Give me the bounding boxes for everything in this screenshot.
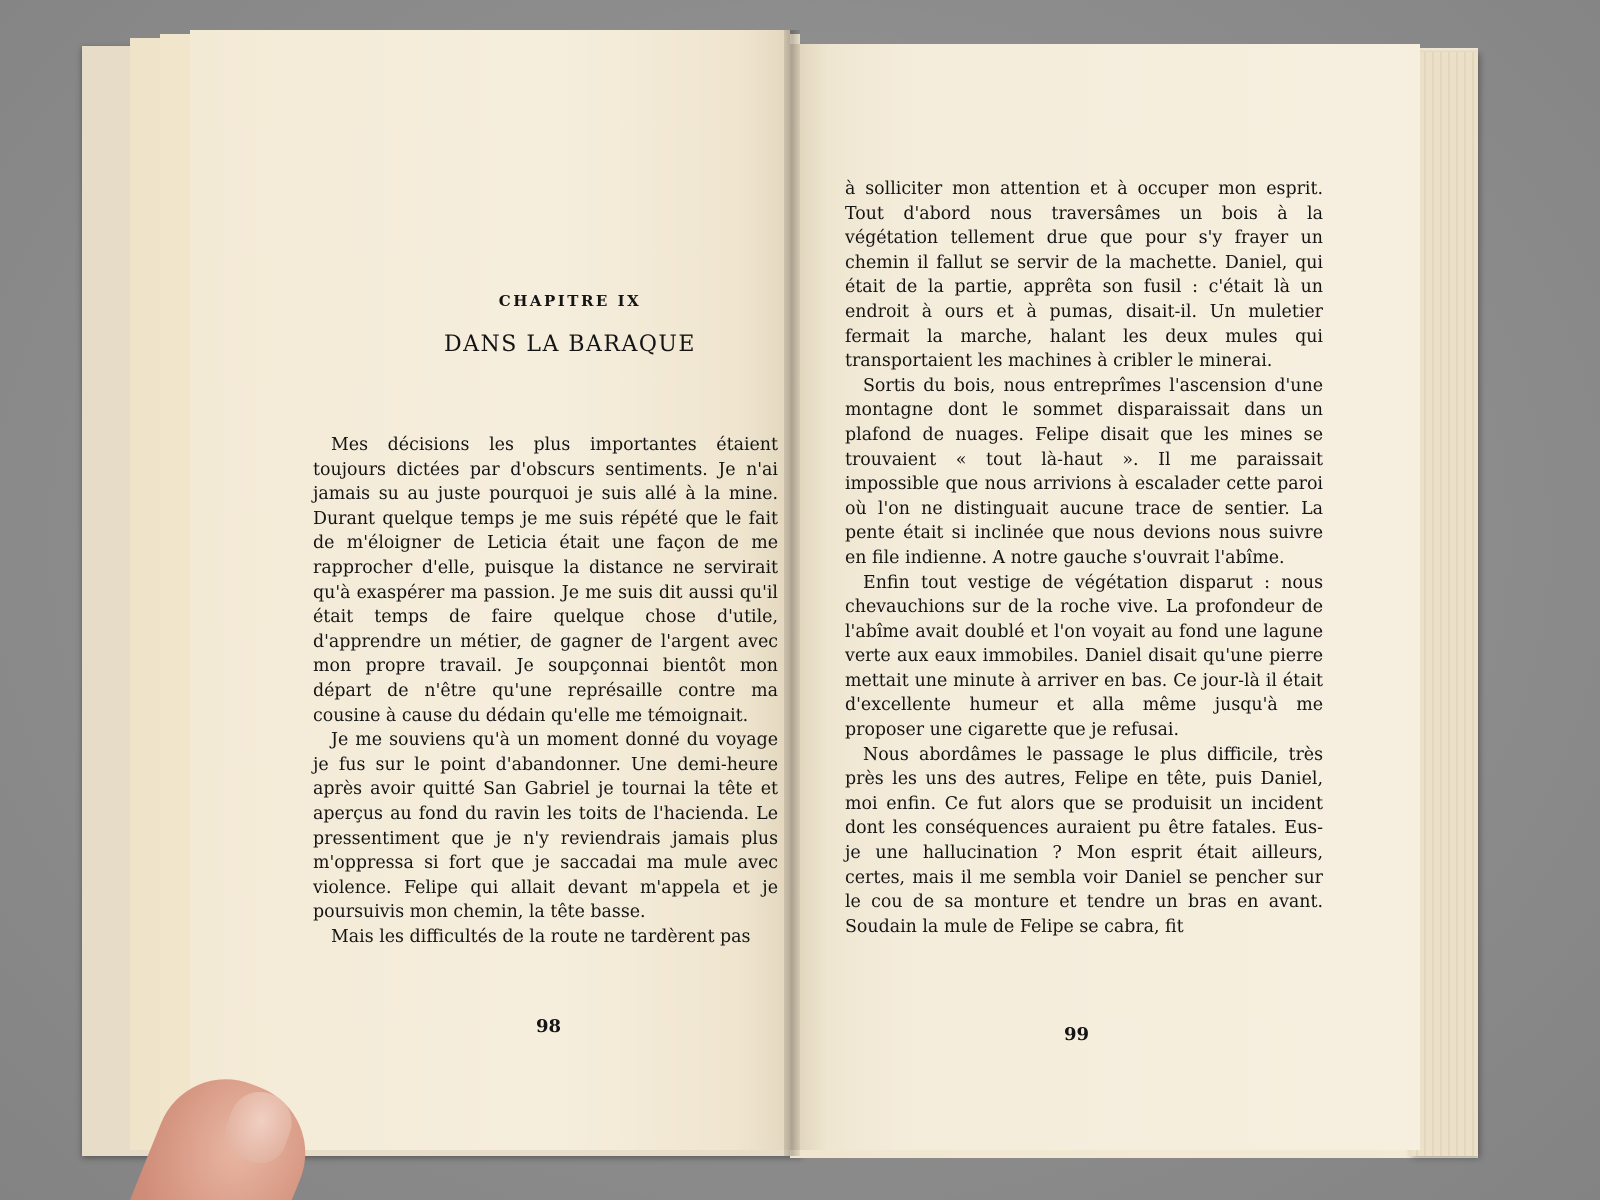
page-number-left: 98	[536, 1016, 562, 1037]
paragraph: Je me souviens qu'à un moment donné du voyage je fus sur le point d'abandonner. Une demi-heure après avoir quitté San Gabriel je tournai la tête et aperçus au fond du ravin les toits de l'hacienda. Le pressentiment que je n'y reviendrais jamais plus m'oppressa si fort que je saccadai ma mule avec violence. Felipe qui allait devant m'appela et je poursuivis mon chemin, la tête basse.	[313, 730, 778, 923]
left-page-text	[313, 433, 778, 949]
paragraph: Mais les difficultés de la route ne tardèrent pas	[331, 926, 751, 947]
chapter-title: DANS LA BARAQUE	[444, 332, 696, 357]
book-gutter	[784, 30, 800, 1156]
paragraph: Nous abordâmes le passage le plus difficile, très près les uns des autres, Felipe en tête, puis Daniel, moi enfin. Ce fut alors que se produisit un incident dont les conséquences auraient pu être fatales. Eus-je une hallucination ? Mon esprit était ailleurs, certes, mais il me sembla voir Daniel se pencher sur le cou de sa monture et tendre un bras en avant. Soudain la mule de Felipe se cabra, fit	[845, 744, 1323, 937]
paragraph: Sortis du bois, nous entreprîmes l'ascension d'une montagne dont le sommet disparaissait dans un plafond de nuages. Felipe disait que les mines se trouvaient « tout là-haut ». Il me paraissait impossible que nous arrivions à escalader cette paroi où l'on ne distinguait aucune trace de sentier. La pente était si inclinée que nous devions nous suivre en file indienne. A notre gauche s'ouvrait l'abîme.	[845, 375, 1323, 568]
page-number-right: 99	[1064, 1024, 1090, 1045]
chapter-label: CHAPITRE IX	[498, 292, 642, 310]
right-page-edges	[1410, 52, 1478, 1156]
paragraph: Enfin tout vestige de végétation disparut : nous chevauchions sur de la roche vive. La profondeur de l'abîme avait doublé et l'on voyait au fond une lagune verte aux eaux immobiles. Daniel disait qu'une pierre mettait une minute à arriver en bas. Ce jour-là il était d'excellente humeur et alla même jusqu'à me proposer une cigarette que je refusai.	[845, 572, 1323, 741]
right-page-text	[845, 177, 1323, 939]
paragraph: Mes décisions les plus importantes étaient toujours dictées par d'obscurs sentiments. Je n'ai jamais su au juste pourquoi je suis allé à la mine. Durant quelque temps je me suis répété que le fait de m'éloigner de Leticia était une façon de me rapprocher d'elle, puisque la distance ne servirait qu'à exaspérer ma passion. Je me suis dit aussi qu'il était temps de faire quelque chose d'utile, d'apprendre un métier, de gagner de l'argent avec mon propre travail. Je soupçonnai bientôt mon départ de n'être qu'une représaille contre ma cousine à cause du dédain qu'elle me témoignait.	[313, 435, 778, 726]
paragraph-continuation: à solliciter mon attention et à occuper mon esprit. Tout d'abord nous traversâmes un bois à la végétation tellement drue que pour s'y frayer un chemin il fallut se servir de la machette. Daniel, qui était de la partie, apprêta son fusil : c'était là un endroit à ours et à pumas, disait-il. Un muletier fermait la marche, halant les deux mules qui transportaient les machines à cribler le minerai.	[845, 179, 1323, 372]
